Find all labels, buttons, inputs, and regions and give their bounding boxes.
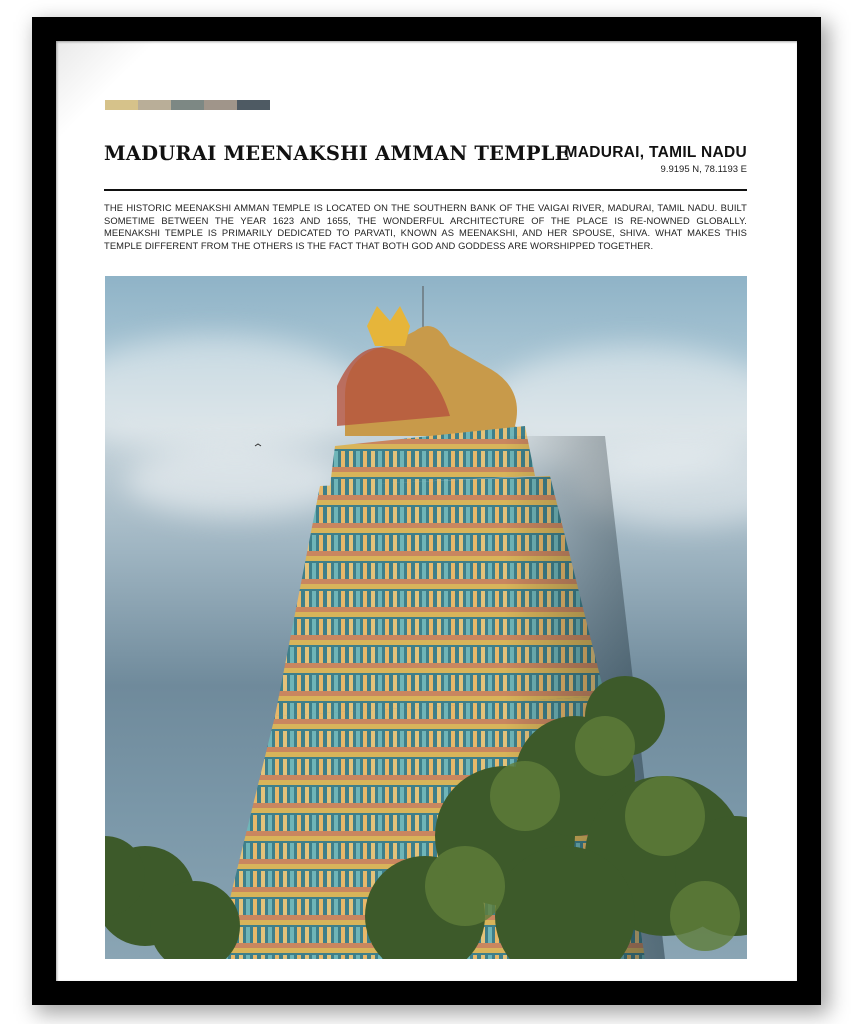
palette-swatch-2 — [138, 100, 171, 110]
location-coordinates: 9.9195 N, 78.1193 E — [660, 164, 747, 175]
poster-description: THE HISTORIC MEENAKSHI AMMAN TEMPLE IS LOCATED ON THE SOUTHERN BANK OF THE VAIGAI RIVER, MADURAI, TAMIL NADU. BUILT SOMETIME BETWEEN THE YEAR 1623 AND 1655, THE WONDERFUL ARCHITECTURE OF THE PLACE IS RE-NOWNED GLOBALLY. MEENAKSHI TEMPLE IS PRIMARILY DEDICATED TO PARVATI, KNOWN AS MEENAKSHI, AND HER SPOUSE, SHIVA. WHAT MAKES THIS TEMPLE DIFFERENT FROM THE OTHERS IS THE FACT THAT BOTH GOD AND GODDESS ARE WORSHIPPED TOGETHER. — [104, 202, 747, 251]
poster-mat — [56, 41, 797, 981]
title-divider — [104, 189, 747, 191]
gopuram-illustration — [105, 276, 747, 959]
temple-photo — [105, 276, 747, 959]
color-palette — [105, 100, 270, 110]
location-city: MADURAI, TAMIL NADU — [564, 144, 747, 161]
location-block — [565, 144, 748, 175]
palette-swatch-4 — [204, 100, 237, 110]
palette-swatch-3 — [171, 100, 204, 110]
poster-title: MADURAI MEENAKSHI AMMAN TEMPLE — [104, 142, 570, 165]
picture-frame — [32, 17, 821, 1005]
palette-swatch-5 — [237, 100, 270, 110]
palette-swatch-1 — [105, 100, 138, 110]
